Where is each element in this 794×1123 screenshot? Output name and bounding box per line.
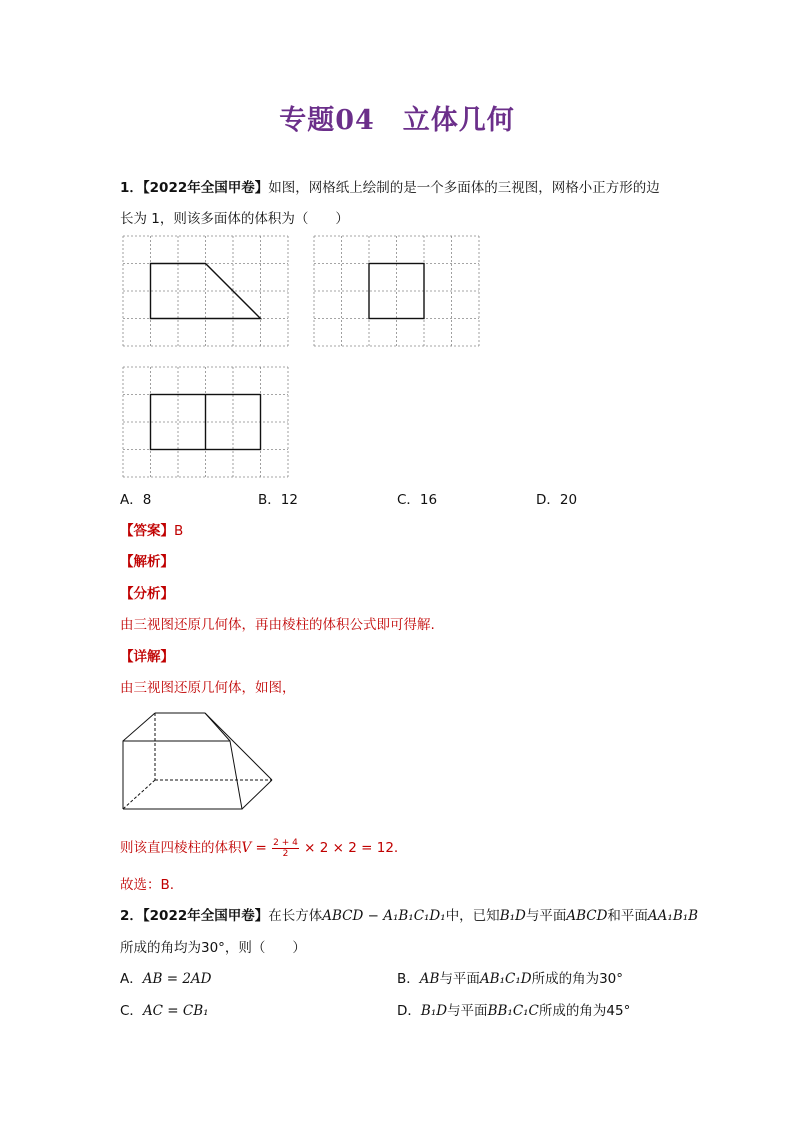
q2-opt-b-text2: 所成的角为30°: [531, 971, 624, 987]
fenxi-text: 由三视图还原几何体，再由棱柱的体积公式即可得解.: [120, 617, 435, 633]
q1-line1: [120, 176, 660, 196]
q2-opt-d-text2: 所成的角为45°: [538, 1003, 631, 1019]
q2-text-c: 与平面: [525, 908, 567, 924]
top-left-edge: [123, 713, 155, 741]
q1-line2: 长为 1，则该多面体的体积为（ ）: [120, 211, 349, 227]
front-view-figure: [123, 236, 289, 346]
q2-option-a[interactable]: [120, 967, 211, 987]
volume-line: 则该直四棱柱的体积V = $\frac{2 + 4}{2}$ × 2 × 2 = 12.: [120, 837, 399, 859]
volume-prefix: 则该直四棱柱的体积: [120, 840, 242, 856]
front-view-grid: [123, 236, 288, 346]
q2-math-1: ABCD − A₁B₁C₁D₁: [322, 908, 446, 924]
detail-text: 由三视图还原几何体，如图，: [120, 680, 296, 696]
q1-answer: [120, 519, 183, 539]
q2-option-c[interactable]: [120, 999, 209, 1019]
q2-text-d: 和平面: [607, 908, 648, 924]
q1-option-a[interactable]: A．8: [120, 492, 152, 508]
prism-figure: [120, 708, 280, 814]
q2-number: 2．: [120, 908, 143, 924]
q2-text-a: 在长方体: [268, 908, 323, 924]
side-view-grid: [314, 236, 479, 346]
q2-math-4: AA₁B₁B: [647, 908, 699, 924]
q1-text-1: 如图，网格纸上绘制的是一个多面体的三视图，网格小正方形的边: [268, 180, 660, 196]
q2-line2: 所成的角均为30°，则（ ）: [120, 940, 306, 956]
volume-var: V: [241, 840, 252, 856]
volume-fraction: [272, 838, 299, 859]
q1-source: 【2022年全国甲卷】: [142, 180, 269, 196]
q2-opt-a-math: AB = 2AD: [142, 971, 212, 987]
front-face: [123, 741, 242, 809]
q2-opt-d-math2: BB₁C₁C: [487, 1003, 539, 1019]
page-title: 专题04 立体几何: [279, 105, 515, 136]
q2-opt-c-label: C．: [120, 1003, 143, 1019]
q1-option-d[interactable]: D．20: [536, 492, 578, 508]
answer-value: B: [174, 523, 184, 539]
q2-option-d[interactable]: [397, 999, 630, 1019]
q2-opt-b-math2: AB₁C₁D: [479, 971, 532, 987]
q2-line1: [120, 904, 698, 924]
bottom-right-edge: [242, 780, 272, 809]
q2-opt-b-text1: 与平面: [439, 971, 480, 987]
q2-opt-d-text1: 与平面: [447, 1003, 488, 1019]
top-view-figure: [123, 367, 289, 477]
fraction-denominator: 2: [282, 848, 289, 859]
q2-math-3: ABCD: [566, 908, 608, 924]
detail-tag: 【详解】: [120, 649, 174, 665]
q2-opt-b-math1: AB: [419, 971, 440, 987]
q1-option-b[interactable]: B．12: [258, 492, 298, 508]
choose-line: 故选：B.: [120, 877, 175, 893]
q1-number: 1．: [120, 180, 143, 196]
q2-text-b: 中，已知: [445, 908, 500, 924]
fenxi-tag: 【分析】: [120, 586, 174, 602]
q2-opt-d-math1: B₁D: [420, 1003, 448, 1019]
q2-opt-a-label: A．: [120, 971, 143, 987]
slant-back-edge: [205, 713, 272, 780]
hidden-edge: [123, 780, 155, 809]
volume-rest: × 2 × 2 = 12.: [304, 840, 399, 856]
q1-option-c[interactable]: C．16: [397, 492, 438, 508]
q2-option-b[interactable]: [397, 967, 623, 987]
q2-source: 【2022年全国甲卷】: [142, 908, 269, 924]
side-view-figure: [314, 236, 480, 346]
q2-math-2: B₁D: [499, 908, 526, 924]
answer-tag: 【答案】: [120, 523, 174, 539]
fraction-numerator: 2 + 4: [273, 837, 298, 848]
q2-opt-c-math: AC = CB₁: [142, 1003, 209, 1019]
q2-opt-d-label: D．: [397, 1003, 421, 1019]
analysis-tag: 【解析】: [120, 554, 174, 570]
q2-opt-b-label: B．: [397, 971, 420, 987]
